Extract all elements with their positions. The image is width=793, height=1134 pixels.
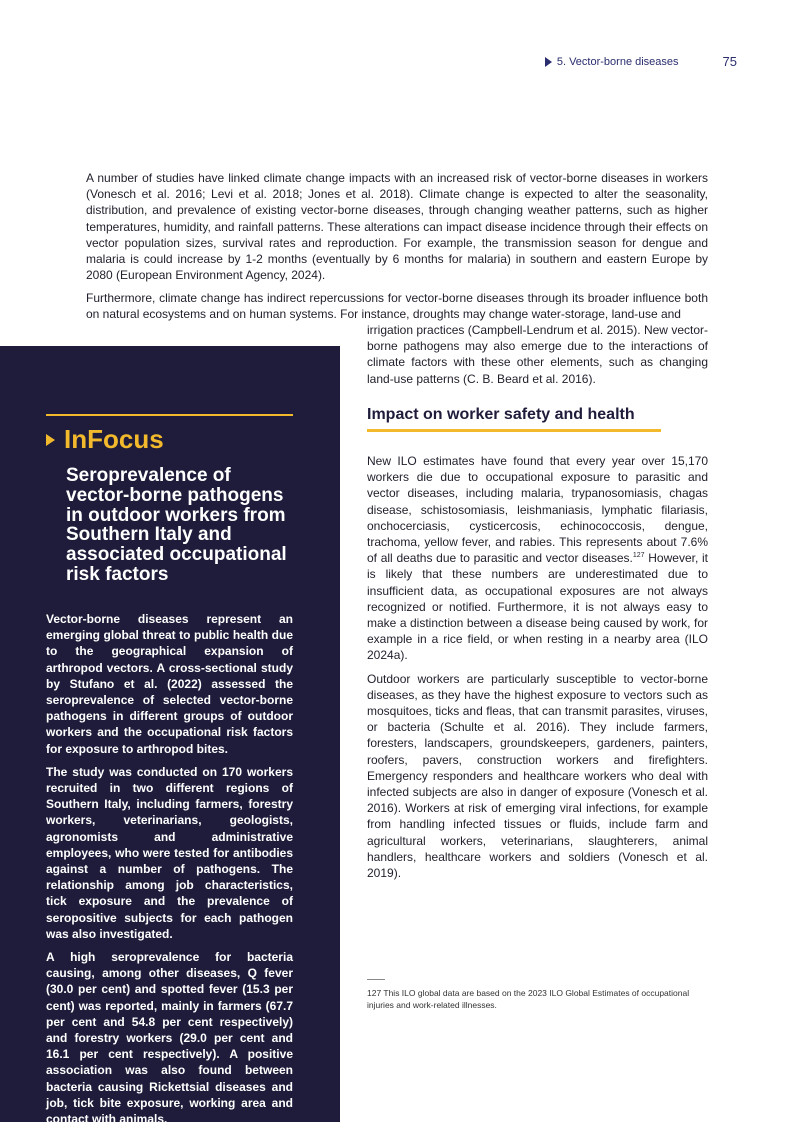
- section-paragraph-1-a: New ILO estimates have found that every year over 15,170 workers die due to occupational exposure to parasitic and vector diseases, including malaria, trypanosomiasis, chagas disease, schistosomiasis, leishmaniasis, lymphatic filariasis, onchocerciasis, cysticercosis, echinococcosis, dengue, trachoma, yellow fever, and rabies. This represents about 7.6% of all deaths due to parasitic and vector diseases.: [367, 454, 708, 566]
- intro-paragraph-1: A number of studies have linked climate change impacts with an increased risk of vector-borne diseases in workers (Vonesch et al. 2016; Levi et al. 2018; Jones et al. 2018). Climate change is expected to alter the seasonality, distribution, and prevalence of existing vector-borne diseases, through changing weather patterns, such as higher temperatures, humidity, and rainfall patterns. These alterations can impact disease incidence through their effects on vector population sizes, survival rates and reproduction. For example, the transmission season for dengue and malaria is could increase by 1-2 months (eventually by 6 months for malaria) in southern and eastern Europe by 2080 (European Environment Agency, 2024).: [86, 171, 708, 283]
- section-paragraph-2: Outdoor workers are particularly susceptible to vector-borne diseases, as they have the highest exposure to vectors such as mosquitoes, ticks and fleas, that can transmit parasites, viruses, or bacteria (Schulte et al. 2016). They include farmers, foresters, landscapers, groundskeepers, gardeners, painters, roofers, pavers, construction workers and firefighters. Emergency responders and healthcare workers who deal with infected subjects are also in danger of exposure (Vonesch et al. 2016). Workers at risk of emerging viral infections, for example from handling infected tissues or fluids, include farm and agricultural workers, veterinarians, slaughterers, animal handlers, healthcare workers and soldiers (Vonesch et al. 2019).: [367, 671, 708, 881]
- infocus-paragraph-2: The study was conducted on 170 workers recruited in two different regions of Southern Italy, including farmers, forestry workers, veterinarians, geologists, agronomists and administrative employees, who were tested for antibodies against a number of pathogens. The relationship among job characteristics, tick exposure and the prevalence of seropositive subjects for each pathogen was also investigated.: [46, 764, 293, 941]
- infocus-body: [46, 611, 293, 1134]
- infocus-label: InFocus: [64, 424, 164, 454]
- page-number: 75: [722, 54, 737, 69]
- triangle-marker-icon: [46, 434, 55, 446]
- section-paragraph-1-b: However, it is likely that these numbers are underestimated due to insufficient data, as occupational exposures are not always recognized or notified. Furthermore, it is not always easy to make a distinction between a disease being caused by work, for example in a rice field, or when resting in a nearby area (ILO 2024a).: [367, 551, 708, 663]
- footnote-ref[interactable]: 127: [632, 552, 645, 560]
- triangle-marker-icon: [545, 57, 552, 67]
- infocus-title: Seroprevalence of vector-borne pathogens in outdoor workers from Southern Italy and associated occupational risk factors: [66, 465, 287, 585]
- intro-text: [86, 170, 708, 290]
- running-header: [545, 54, 737, 69]
- intro-paragraph-2: Furthermore, climate change has indirect repercussions for vector-borne diseases through its broader influence both on natural ecosystems and on human systems. For instance, droughts may change water-storage, land-use and: [86, 291, 708, 322]
- infocus-paragraph-1: Vector-borne diseases represent an emerging global threat to public health due to the geographical expansion of arthropod vectors. A cross-sectional study by Stufano et al. (2022) assessed the seroprevalence of selected vector-borne pathogens in different groups of outdoor workers and the occupational risk factors for exposure to arthropod bites.: [46, 612, 293, 756]
- intro-paragraph-2-continued: irrigation practices (Campbell-Lendrum et al. 2015). New vector-borne pathogens may also emerge due to the interactions of climate factors with these other elements, such as changing land-use patterns (C. B. Beard et al. 2016).: [367, 323, 708, 386]
- footnote: 127 This ILO global data are based on the 2023 ILO Global Estimates of occupational injuries and work-related illnesses.: [367, 988, 690, 1010]
- infocus-sidebar: [0, 346, 340, 1127]
- infocus-paragraph-3: A high seroprevalence for bacteria causing, among other diseases, Q fever (30.0 per cent) and spotted fever (15.3 per cent) was reported, mainly in farmers (67.7 per cent and 54.8 per cent respectively) and forestry workers (29.0 per cent and 16.1 per cent respectively). A positive association was also found between bacteria causing Rickettsial diseases and job, tick bite exposure, working area and contact with animals.: [46, 950, 293, 1127]
- section-body: [367, 453, 708, 888]
- section-paragraph-1: [367, 453, 708, 664]
- section-heading: Impact on worker safety and health: [367, 406, 661, 432]
- sidebar-rule: [46, 414, 293, 416]
- infocus-tag: [46, 424, 164, 455]
- footnote-rule: [367, 979, 385, 980]
- section-label: 5. Vector-borne diseases: [556, 55, 679, 68]
